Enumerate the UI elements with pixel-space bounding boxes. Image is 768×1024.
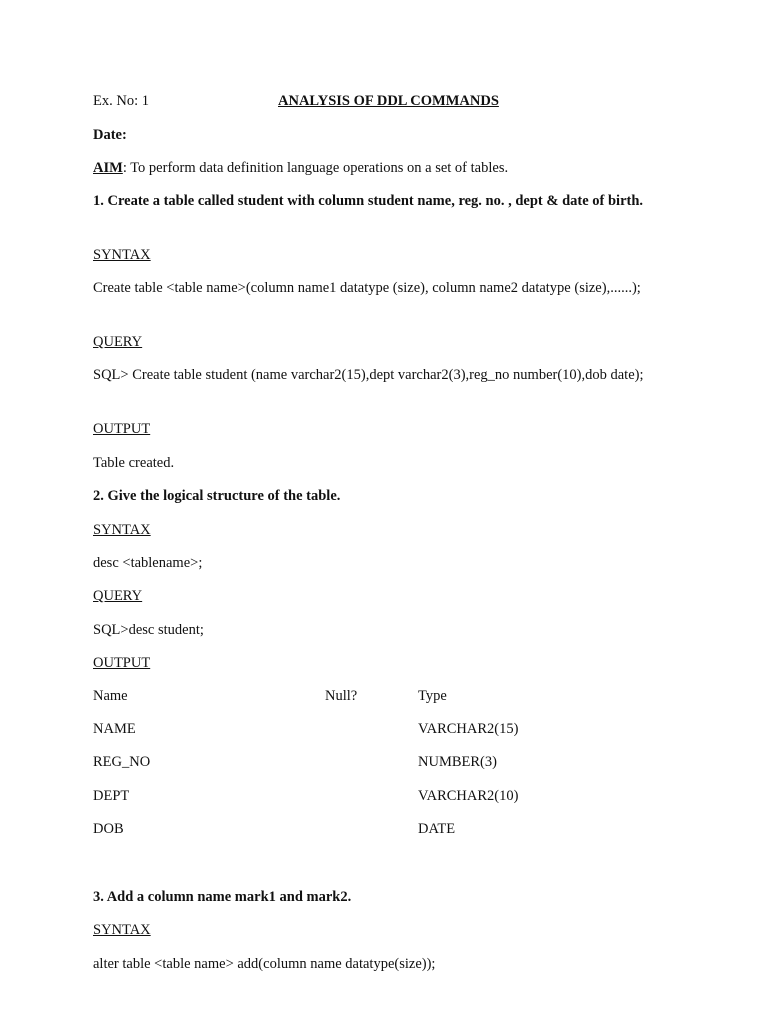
- q2-output-label: OUTPUT: [93, 655, 151, 671]
- q2-query: SQL>desc student;: [93, 622, 204, 638]
- table-cell-type: DATE: [418, 821, 456, 837]
- exercise-number: Ex. No: 1: [93, 93, 149, 109]
- aim-label: AIM: [93, 160, 123, 176]
- table-header-name: Name: [93, 688, 128, 704]
- q1-syntax: Create table <table name>(column name1 datatype (size), column name2 datatype (size),......);: [93, 280, 641, 296]
- table-cell-type: VARCHAR2(15): [418, 721, 519, 737]
- q1-query: SQL> Create table student (name varchar2(15),dept varchar2(3),reg_no number(10),dob date);: [93, 367, 644, 383]
- table-cell-type: NUMBER(3): [418, 754, 497, 770]
- q3-syntax-label: SYNTAX: [93, 922, 151, 938]
- table-header-null: Null?: [325, 688, 358, 704]
- q1-heading: 1. Create a table called student with column student name, reg. no. , dept & date of birth.: [93, 193, 644, 209]
- aim-line: [93, 158, 508, 179]
- table-cell-name: REG_NO: [93, 754, 151, 770]
- q1-output-label: OUTPUT: [93, 421, 151, 437]
- table-cell-name: NAME: [93, 721, 136, 737]
- q1-query-label: QUERY: [93, 334, 143, 350]
- q2-syntax-label: SYNTAX: [93, 522, 151, 538]
- table-cell-type: VARCHAR2(10): [418, 788, 519, 804]
- table-header-type: Type: [418, 688, 447, 704]
- aim-text: : To perform data definition language operations on a set of tables.: [122, 160, 509, 176]
- q2-query-label: QUERY: [93, 588, 143, 604]
- q3-heading: 3. Add a column name mark1 and mark2.: [93, 889, 352, 905]
- document-title: ANALYSIS OF DDL COMMANDS: [278, 93, 499, 109]
- table-cell-name: DEPT: [93, 788, 130, 804]
- q3-syntax: alter table <table name> add(column name datatype(size));: [93, 956, 436, 972]
- q2-syntax: desc <tablename>;: [93, 555, 203, 571]
- q2-heading: 2. Give the logical structure of the table.: [93, 488, 341, 504]
- table-cell-name: DOB: [93, 821, 124, 837]
- q1-syntax-label: SYNTAX: [93, 247, 151, 263]
- date-label: Date:: [93, 127, 127, 143]
- q1-output: Table created.: [93, 455, 175, 471]
